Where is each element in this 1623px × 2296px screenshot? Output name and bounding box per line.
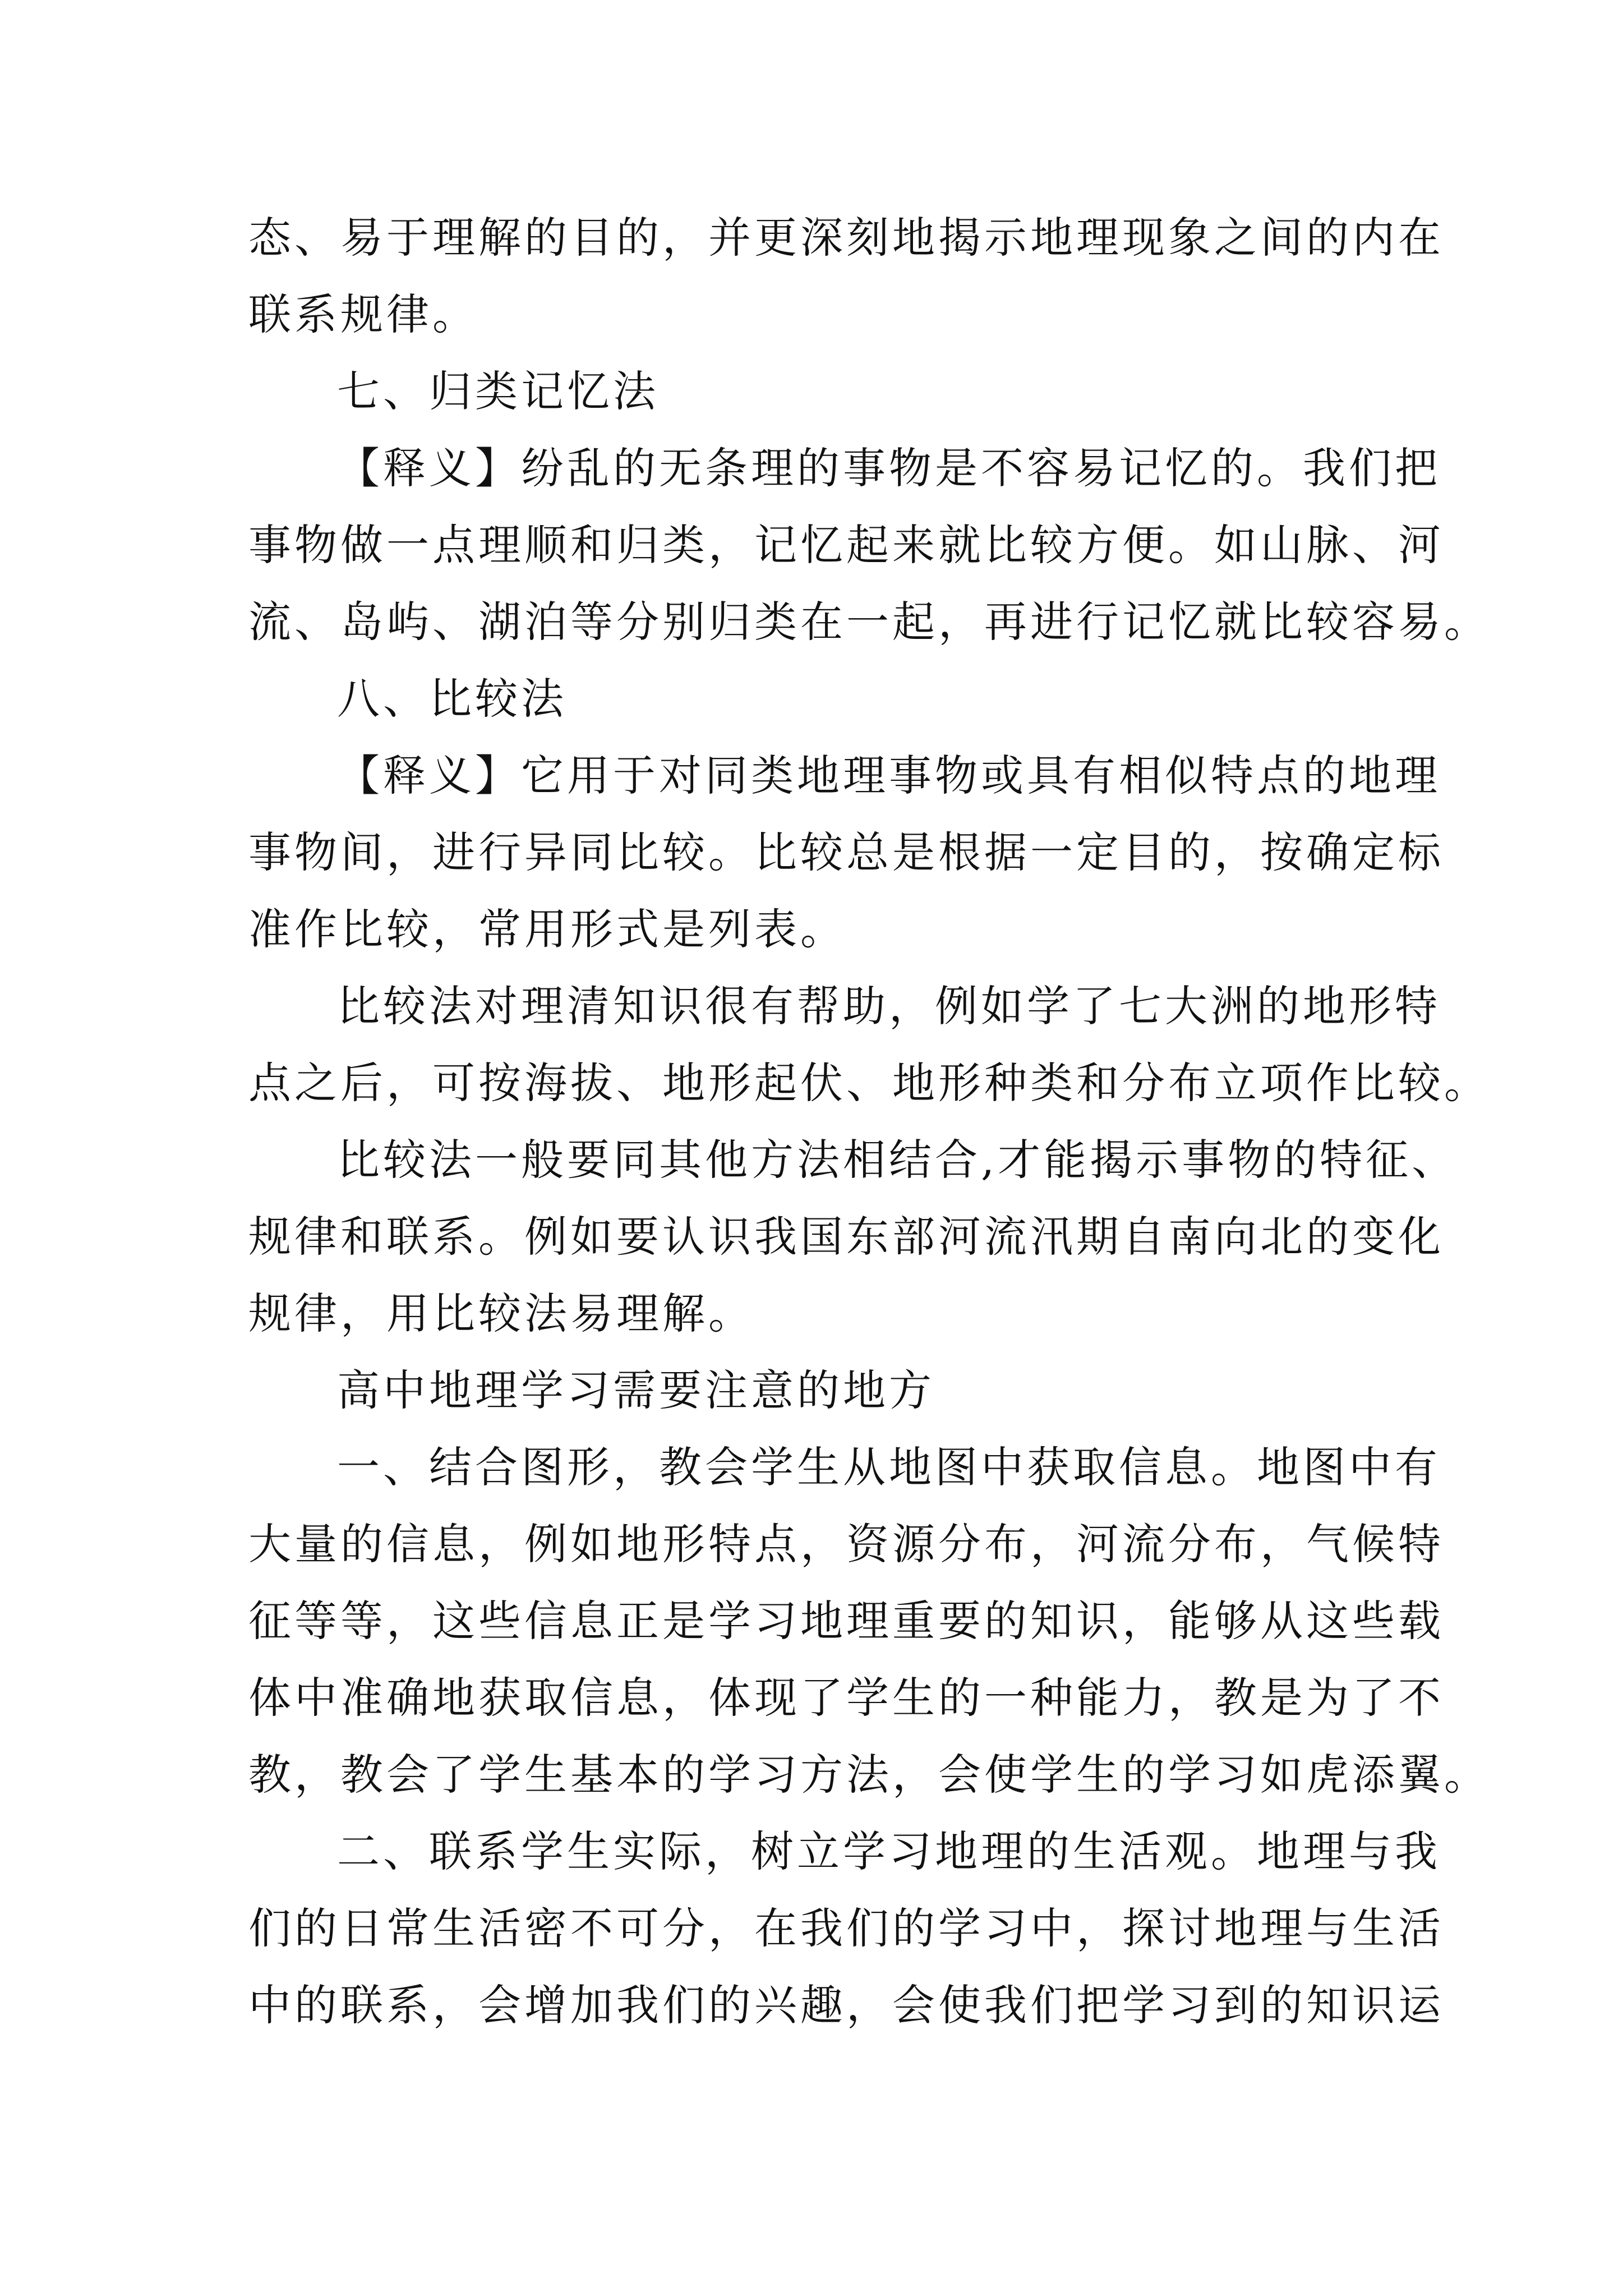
text-line: 联系规律。 [248, 289, 478, 339]
text-line: 比较法对理清知识很有帮助，例如学了七大洲的地形特 [337, 981, 1441, 1031]
text-line: 教，教会了学生基本的学习方法，会使学生的学习如虎添翼。 [248, 1750, 1490, 1800]
text-line: 事物间，进行异同比较。比较总是根据一定目的，按确定标 [248, 827, 1444, 877]
text-line: 一、结合图形，教会学生从地图中获取信息。地图中有 [337, 1442, 1441, 1492]
section-heading: 七、归类记忆法 [337, 366, 659, 416]
text-line: 规律，用比较法易理解。 [248, 1289, 754, 1338]
text-line: 体中准确地获取信息，体现了学生的一种能力，教是为了不 [248, 1673, 1444, 1723]
text-line: 流、岛屿、湖泊等分别归类在一起，再进行记忆就比较容易。 [248, 597, 1490, 647]
text-line: 【释义】纷乱的无条理的事物是不容易记忆的。我们把 [337, 443, 1441, 493]
text-line: 二、联系学生实际，树立学习地理的生活观。地理与我 [337, 1826, 1441, 1876]
section-heading: 高中地理学习需要注意的地方 [337, 1365, 935, 1415]
text-line: 们的日常生活密不可分，在我们的学习中，探讨地理与生活 [248, 1903, 1444, 1953]
text-line: 规律和联系。例如要认识我国东部河流汛期自南向北的变化 [248, 1212, 1444, 1262]
text-line: 征等等，这些信息正是学习地理重要的知识，能够从这些载 [248, 1596, 1444, 1646]
body-text [248, 199, 1490, 2044]
text-line: 点之后，可按海拔、地形起伏、地形种类和分布立项作比较。 [248, 1058, 1490, 1108]
text-line: 比较法一般要同其他方法相结合,才能揭示事物的特征、 [337, 1135, 1458, 1185]
text-line: 准作比较，常用形式是列表。 [248, 904, 846, 954]
text-line: 事物做一点理顺和归类，记忆起来就比较方便。如山脉、河 [248, 520, 1444, 570]
section-heading: 八、比较法 [337, 674, 567, 724]
text-line: 大量的信息，例如地形特点，资源分布，河流分布，气候特 [248, 1519, 1444, 1569]
text-line: 态、易于理解的目的，并更深刻地揭示地理现象之间的内在 [248, 213, 1444, 263]
text-line: 中的联系，会增加我们的兴趣，会使我们把学习到的知识运 [248, 1980, 1444, 2030]
text-line: 【释义】它用于对同类地理事物或具有相似特点的地理 [337, 751, 1441, 800]
